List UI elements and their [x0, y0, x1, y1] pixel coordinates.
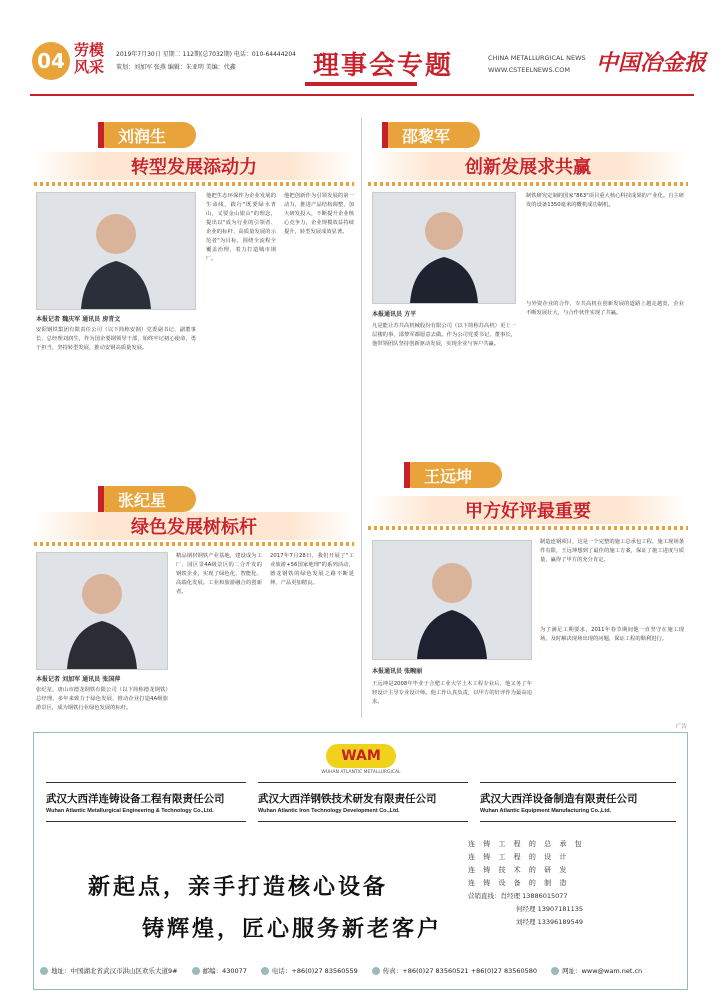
web[interactable]	[551, 966, 642, 975]
phone-2: 何经理 13907181135	[516, 905, 584, 913]
company-1-en: Wuhan Atlantic Metallurgical Engineering & Technology Co.,Ltd.	[46, 807, 214, 814]
headline-shao: 创新发展求共赢	[368, 152, 688, 180]
headline-wang: 甲方好评最重要	[368, 496, 688, 524]
company-3-en: Wuhan Atlantic Equipment Manufacturing Co.,Ltd.	[480, 807, 612, 814]
photo-caption: 本报记者 魏庆军 通讯员 房青文	[36, 316, 121, 323]
mail-icon	[192, 967, 200, 975]
wam-logo: WAM	[326, 744, 396, 768]
dot-divider	[34, 182, 354, 186]
company-2	[258, 782, 468, 822]
company-1	[46, 782, 246, 822]
company-2-en: Wuhan Atlantic Iron Technology Development Co.,Ltd.	[258, 807, 400, 814]
dot-divider	[368, 526, 688, 530]
page-number: 04	[32, 42, 70, 80]
address	[40, 966, 178, 975]
article-column-2: 他把生态环保作为企业发展的生命线，践行"既要绿水青山，又要金山银山"的理念，提出以"成为行业的引领者、企业的标杆、高质量发展的示范者"为目标，围绕全流程全覆盖治理，着力打造城市钢厂。	[206, 193, 276, 262]
company-3-cn: 武汉大西洋设备制造有限责任公司	[480, 792, 638, 805]
dot-divider	[368, 182, 688, 186]
website-link[interactable]: WWW.CSTEELNEWS.COM	[488, 66, 570, 74]
article-column-3: 与外资企业的合作，专共高机在创新发展的道路上越走越宽，企业不断发展壮大，与合作伙伴实现了共赢。	[526, 301, 684, 316]
service-item: 连 铸 工 程 的 设 计	[468, 853, 570, 861]
article-column-3: 2017年7月28日，我们开展了"工业旅游+56国家地理"的系列活动，德龙钢铁的绿色发展之路不断延伸，产品更加精良。	[270, 553, 354, 586]
article-lead: 张纪星，唐山市德龙钢铁有限公司（以下简称德龙钢铁）总经理，多年来致力于绿色发展，推动企业打造4A级旅游景区，成为钢铁行业绿色发展的标杆。	[36, 687, 168, 711]
address-text: 地址：中国湖北省武汉市洪山区欢乐大道9#	[51, 966, 178, 975]
column-divider	[361, 118, 362, 718]
person-silhouette-icon	[405, 197, 483, 303]
article-column-2: 制造连钢项目，这是一个完整的施工总承包工程，施工现场条件有限，王远坤想到了最佳的施工方案，保证了施工进度与质量，赢得了甲方的充分肯定。	[540, 539, 684, 563]
sales-hotline	[468, 890, 668, 903]
en-name: CHINA METALLURGICAL NEWS	[488, 54, 586, 62]
company-3	[480, 782, 676, 822]
portrait-photo-wang	[372, 540, 532, 660]
dot-divider	[34, 542, 354, 546]
name-tag-shao: 邵黎军	[388, 122, 480, 148]
topic-title: 理事会专题	[313, 51, 454, 81]
zip	[192, 966, 247, 975]
person-silhouette-icon	[62, 559, 142, 669]
fax-icon	[372, 967, 380, 975]
paper-english-name	[488, 52, 586, 76]
slogan-line-2: 铸辉煌，匠心服务新老客户	[142, 916, 443, 942]
article-column-3: 为了满足工期要求，2011年春节期间他一直坚守在施工现场，及时解决现场出现的问题，保证工程的顺利进行。	[540, 627, 684, 642]
telephone	[261, 966, 358, 975]
phone-icon	[261, 967, 269, 975]
article-column-2: 制铁研究定制的国家"863"项目重大核心科技成果的产业化。自主研发的设备1350毫米的概机成功制机。	[526, 193, 684, 208]
zip-text: 邮编：430077	[202, 966, 247, 975]
wam-logo-subtitle: WUHAN ATLANTIC METALLURGICAL	[321, 770, 401, 775]
tel-text: 电话：+86(0)27 83560559	[271, 966, 358, 975]
company-1-cn: 武汉大西洋连铸设备工程有限责任公司	[46, 792, 225, 805]
person-silhouette-icon	[412, 547, 492, 659]
name-tag-zhang: 张纪星	[104, 486, 196, 512]
headline-liu: 转型发展添动力	[34, 152, 354, 180]
portrait-photo-liu	[36, 192, 196, 310]
fax	[372, 966, 537, 975]
ad-label: 广告	[676, 724, 688, 730]
web-text[interactable]: 网址：www@wam.net.cn	[562, 966, 643, 975]
name-tag-liu: 刘润生	[104, 122, 196, 148]
services-list	[468, 838, 668, 929]
editors-line: 策划：刘加军 张燕 编辑：朱亚明 美编：代鑫	[116, 64, 236, 71]
title-underline	[305, 82, 417, 86]
issue-meta	[116, 48, 326, 74]
phone-1: 肖经理 13886015077	[500, 892, 568, 900]
service-item: 连 铸 设 备 的 制 造	[468, 879, 570, 887]
article-lead: 凡是能让苏共高机械股份有限公司（以下简称苏高机）更上一层楼的事，邵黎军都愿意去做。作为公司党委书记、董事长，他带领团队坚持创新驱动发展，实现企业与客户共赢。	[372, 323, 516, 347]
article-column-2: 精品钢材钢铁产业基地，建设成为工厂、园区景4A级景区的二合开发的钢铁企业，实现了绿色化、智能化、高端化发展。工业和旅游融合的创新者。	[176, 553, 262, 595]
person-silhouette-icon	[76, 199, 156, 309]
fax1-text: 传真：+86(0)27 83560521	[382, 966, 469, 975]
article-lead: 王远坤是2008年毕业于合肥工业大学土木工程专业后，他又务了年轻设计主导专业设计师。他工作认真负责，以甲方的好评作为最高追求。	[372, 681, 532, 705]
photo-caption: 本报通讯员 张畹丽	[372, 668, 423, 675]
ad-footer	[40, 962, 685, 978]
photo-caption: 本报通讯员 方平	[372, 311, 417, 318]
article-column-3: 他把创新作为引领发展的第一动力，推进产品结构调整、加大研发投入，不断提升企业核心竞争力，企业规模效益持续提升，转型发展成效显著。	[284, 193, 354, 235]
company-2-cn: 武汉大西洋钢铁技术研发有限责任公司	[258, 792, 437, 805]
article-lead: 安阳钢铁集团有限责任公司（以下简称安钢）党委副书记、副董事长、总经理刘润生，作为国企要钢领导干部，始终牢记初心使命，勇于担当，坚持转型发展，推动安钢高质量发展。	[36, 327, 196, 351]
location-icon	[40, 967, 48, 975]
photo-caption: 本报记者 刘加军 通讯员 张国萍	[36, 676, 121, 683]
headline-zhang: 绿色发展树标杆	[34, 512, 354, 540]
section-name: 劳模风采	[74, 41, 105, 76]
globe-icon	[551, 967, 559, 975]
header-divider	[30, 94, 694, 96]
service-item: 连 铸 技 术 的 研 发	[468, 866, 570, 874]
phone-3: 刘经理 13396189549	[516, 918, 584, 926]
issue-date-line: 2019年7月30日 星期二 112期(总7032期) 电话：010-64444204	[116, 51, 297, 58]
portrait-photo-zhang	[36, 552, 168, 670]
service-item: 连 铸 工 程 的 总 承 包	[468, 840, 585, 848]
hotline-label: 营销直线：	[468, 892, 501, 900]
fax2-text: +86(0)27 83560580	[470, 966, 538, 975]
slogan-line-1: 新起点，亲手打造核心设备	[88, 874, 389, 900]
newspaper-logo: 中国冶金报	[596, 50, 707, 76]
portrait-photo-shao	[372, 192, 516, 304]
name-tag-wang: 王远坤	[410, 462, 502, 488]
